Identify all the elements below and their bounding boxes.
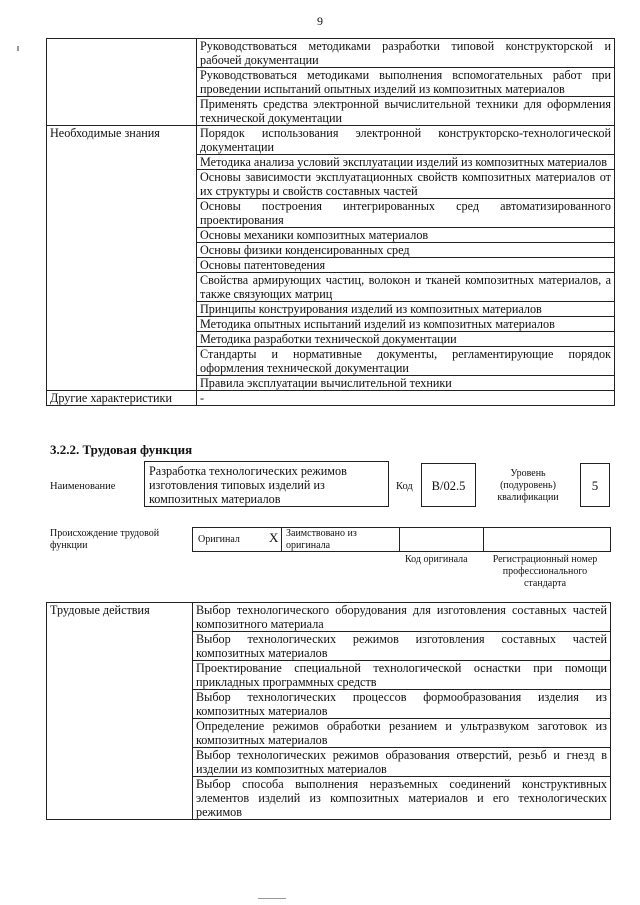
labor-actions-table — [46, 602, 611, 820]
skills-label-cell — [47, 39, 197, 126]
other-characteristics-label: Другие характеристики — [47, 391, 197, 406]
table-row — [47, 126, 615, 155]
borrowed-label: Заимствовано из оригинала — [286, 528, 357, 551]
original-label: Оригинал — [198, 534, 240, 545]
table-cell: Основы патентоведения — [197, 258, 615, 273]
table-cell: Принципы конструирования изделий из композитных материалов — [197, 302, 615, 317]
table-cell: Руководствоваться методиками разработки типовой конструкторской и рабочей документации — [197, 39, 615, 68]
name-value: Разработка технологических режимов изготовления типовых изделий из композитных материалов — [144, 461, 389, 507]
table-cell: Основы построения интегрированных сред автоматизированного проектирования — [197, 199, 615, 228]
level-label: Уровень (подуровень) квалификации — [497, 468, 559, 503]
table-cell: Методика опытных испытаний изделий из композитных материалов — [197, 317, 615, 332]
table-cell: Основы зависимости эксплуатационных свойств композитных материалов от их структуры и свойств составных частей — [197, 170, 615, 199]
table-cell: Проектирование специальной технологической оснастки при помощи прикладных программных средств — [193, 661, 611, 690]
table-cell: Методика разработки технической документации — [197, 332, 615, 347]
table-row — [47, 39, 615, 68]
table-cell: Основы физики конденсированных сред — [197, 243, 615, 258]
table-cell: Свойства армирующих частиц, волокон и тканей композитных материалов, а также связующих матриц — [197, 273, 615, 302]
table-cell: Выбор технологических процессов формообразования изделия из композитных материалов — [193, 690, 611, 719]
knowledge-label: Необходимые знания — [47, 126, 197, 391]
page-number: 9 — [317, 14, 323, 28]
table-row — [47, 391, 615, 406]
table-cell: Порядок использования электронной конструкторско-технологической документации — [197, 126, 615, 155]
scan-mark — [17, 46, 19, 51]
knowledge-table — [46, 38, 615, 406]
code-original-label: Код оригинала — [405, 554, 468, 565]
name-label: Наименование — [50, 481, 116, 492]
level-value: 5 — [580, 463, 610, 507]
table-cell: Определение режимов обработки резанием и ультразвуком заготовок из композитных материалов — [193, 719, 611, 748]
other-characteristics-value: - — [197, 391, 615, 406]
original-mark: X — [269, 530, 279, 545]
table-cell: Выбор технологического оборудования для изготовления составных частей композитного материала — [193, 603, 611, 632]
origin-box — [192, 527, 611, 552]
table-cell: Выбор технологических режимов изготовления составных частей композитных материалов — [193, 632, 611, 661]
table-row — [47, 603, 611, 632]
table-cell: Выбор способа выполнения неразъемных соединений конструктивных элементов изделий из композитных материалов и его технологических режимов — [193, 777, 611, 820]
table-cell: Стандарты и нормативные документы, регламентирующие порядок оформления технической документации — [197, 347, 615, 376]
table-cell: Руководствоваться методиками выполнения вспомогательных работ при проведении испытаний опытных изделий из композитных материалов — [197, 68, 615, 97]
section-title: 3.2.2. Трудовая функция — [50, 442, 193, 457]
labor-actions-label: Трудовые действия — [47, 603, 193, 820]
code-value: B/02.5 — [421, 463, 476, 507]
table-cell: Правила эксплуатации вычислительной техники — [197, 376, 615, 391]
table-cell: Основы механики композитных материалов — [197, 228, 615, 243]
table-cell: Выбор технологических режимов образования отверстий, резьб и гнезд в изделии из композитных материалов — [193, 748, 611, 777]
reg-number-label: Регистрационный номер профессионального стандарта — [492, 554, 598, 589]
table-cell: Применять средства электронной вычислительной техники для оформления технической документации — [197, 97, 615, 126]
table-cell: Методика анализа условий эксплуатации изделий из композитных материалов — [197, 155, 615, 170]
code-label: Код — [396, 481, 413, 492]
origin-label: Происхождение трудовой функции — [50, 528, 160, 551]
scan-mark — [258, 898, 286, 899]
